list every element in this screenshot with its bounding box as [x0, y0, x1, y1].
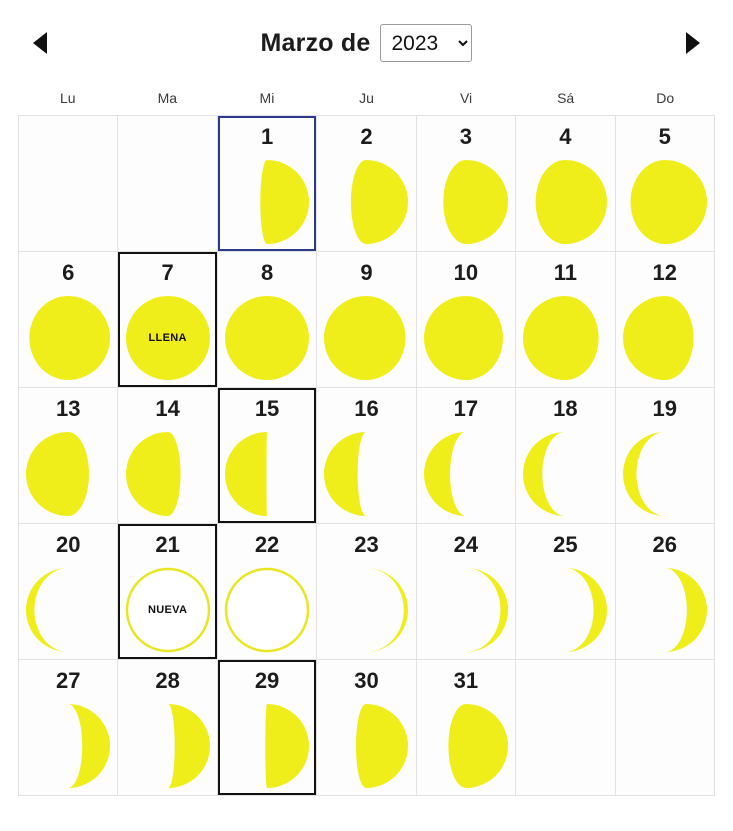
- day-number: 28: [155, 668, 180, 693]
- calendar-day-cell[interactable]: [616, 252, 715, 388]
- calendar-day-cell[interactable]: [218, 116, 317, 252]
- calendar-cell-empty: [516, 660, 615, 796]
- moon-phase-icon: [616, 152, 714, 251]
- moon-phase-label: NUEVA: [148, 603, 188, 616]
- day-number: 6: [62, 260, 75, 285]
- day-number: 11: [553, 260, 577, 285]
- day-number: 17: [453, 396, 479, 421]
- day-number: 14: [155, 396, 180, 421]
- calendar-day-cell[interactable]: [218, 252, 317, 388]
- day-number: 30: [354, 668, 379, 693]
- day-number: 15: [254, 396, 280, 421]
- weekday-label-lu: Lu: [59, 90, 76, 106]
- calendar-day-cell[interactable]: [19, 252, 118, 388]
- moon-phase-icon: [417, 560, 515, 659]
- day-number: 23: [354, 532, 379, 557]
- moon-phase-icon: [516, 424, 614, 523]
- day-number: 26: [652, 532, 678, 557]
- calendar-day-cell[interactable]: [516, 388, 615, 524]
- moon-phase-icon: [616, 288, 714, 387]
- moon-phase-icon: [218, 424, 316, 523]
- moon-phase-icon: [19, 696, 117, 795]
- page-title: Marzo de: [260, 28, 371, 57]
- moon-phase-icon: [417, 424, 515, 523]
- moon-phase-icon: [118, 424, 216, 523]
- moon-phase-icon: [218, 696, 316, 795]
- calendar-day-cell[interactable]: [417, 388, 516, 524]
- day-number: 18: [553, 396, 578, 421]
- day-number: 29: [254, 668, 280, 693]
- calendar-day-cell[interactable]: [19, 388, 118, 524]
- day-number: 7: [161, 260, 174, 285]
- moon-phase-icon: [417, 288, 515, 387]
- title-area: [62, 24, 671, 62]
- calendar-day-cell[interactable]: [317, 252, 416, 388]
- moon-phase-icon: [19, 288, 117, 387]
- moon-phase-icon: [516, 152, 614, 251]
- calendar-day-cell[interactable]: [616, 116, 715, 252]
- calendar-cell-empty: [19, 116, 118, 252]
- calendar-day-cell[interactable]: [616, 388, 715, 524]
- day-number: 9: [360, 260, 373, 285]
- calendar-day-cell[interactable]: [616, 524, 715, 660]
- moon-phase-icon: [616, 560, 714, 659]
- moon-phase-icon: [417, 696, 515, 795]
- moon-phase-icon: [118, 560, 216, 659]
- day-number: 10: [453, 260, 479, 285]
- calendar-day-cell[interactable]: [417, 524, 516, 660]
- moon-phase-icon: [218, 288, 316, 387]
- calendar-day-cell[interactable]: [317, 660, 416, 796]
- previous-month-button[interactable]: [18, 21, 62, 65]
- calendar-day-cell[interactable]: [218, 388, 317, 524]
- day-number: 27: [55, 668, 81, 693]
- calendar-day-cell[interactable]: [19, 524, 118, 660]
- calendar-day-cell[interactable]: [118, 388, 217, 524]
- moon-phase-icon: [317, 424, 415, 523]
- weekday-label-sa: Sá: [557, 90, 575, 106]
- weekday-label-vi: Vi: [459, 90, 473, 106]
- moon-phase-icon: [317, 696, 415, 795]
- calendar-header: [0, 0, 733, 86]
- moon-phase-icon: [118, 696, 216, 795]
- calendar-day-cell[interactable]: [317, 116, 416, 252]
- calendar-day-cell[interactable]: [317, 388, 416, 524]
- calendar-day-cell[interactable]: [417, 660, 516, 796]
- weekday-label-do: Do: [656, 90, 675, 106]
- weekday-header-row: [18, 86, 715, 115]
- moon-phase-icon: [218, 560, 316, 659]
- next-month-button[interactable]: [671, 21, 715, 65]
- calendar-grid: [18, 115, 715, 796]
- day-number: 1: [260, 124, 274, 149]
- calendar-day-cell[interactable]: [417, 116, 516, 252]
- calendar-day-cell[interactable]: [218, 524, 317, 660]
- moon-phase-icon: [616, 424, 714, 523]
- day-number: 3: [459, 124, 473, 149]
- moon-phase-icon: [19, 560, 117, 659]
- day-number: 22: [254, 532, 280, 557]
- moon-phase-icon: [516, 288, 614, 387]
- day-number: 13: [55, 396, 81, 421]
- day-number: 8: [260, 260, 274, 285]
- day-number: 25: [553, 532, 578, 557]
- moon-phase-icon: [317, 560, 415, 659]
- calendar-day-cell[interactable]: [218, 660, 317, 796]
- calendar-day-cell[interactable]: [417, 252, 516, 388]
- weekday-label-mi: Mi: [259, 90, 275, 106]
- moon-phase-icon: [19, 424, 117, 523]
- day-number: 31: [453, 668, 479, 693]
- calendar-cell-empty: [616, 660, 715, 796]
- year-select[interactable]: [380, 24, 472, 62]
- moon-phase-icon: [317, 288, 415, 387]
- calendar-cell-empty: [118, 116, 217, 252]
- calendar-day-cell[interactable]: [118, 252, 217, 388]
- day-number: 4: [559, 124, 572, 149]
- day-number: 2: [360, 124, 373, 149]
- calendar-day-cell[interactable]: [118, 660, 217, 796]
- calendar-day-cell[interactable]: [118, 524, 217, 660]
- calendar-day-cell[interactable]: [516, 524, 615, 660]
- weekday-label-ju: Ju: [359, 90, 374, 106]
- day-number: 16: [354, 396, 379, 421]
- calendar-day-cell[interactable]: [516, 116, 615, 252]
- calendar-day-cell[interactable]: [317, 524, 416, 660]
- weekday-label-ma: Ma: [157, 90, 178, 106]
- day-number: 19: [652, 396, 678, 421]
- day-number: 21: [155, 532, 180, 557]
- calendar-day-cell[interactable]: [19, 660, 118, 796]
- moon-phase-icon: [218, 152, 316, 251]
- day-number: 5: [658, 124, 671, 149]
- moon-phase-icon: [317, 152, 415, 251]
- moon-phase-icon: [417, 152, 515, 251]
- day-number: 12: [652, 260, 678, 285]
- moon-phase-icon: [118, 288, 216, 387]
- day-number: 20: [55, 532, 81, 557]
- calendar-day-cell[interactable]: [516, 252, 615, 388]
- day-number: 24: [453, 532, 479, 557]
- moon-phase-label: LLENA: [148, 331, 187, 344]
- moon-phase-icon: [516, 560, 614, 659]
